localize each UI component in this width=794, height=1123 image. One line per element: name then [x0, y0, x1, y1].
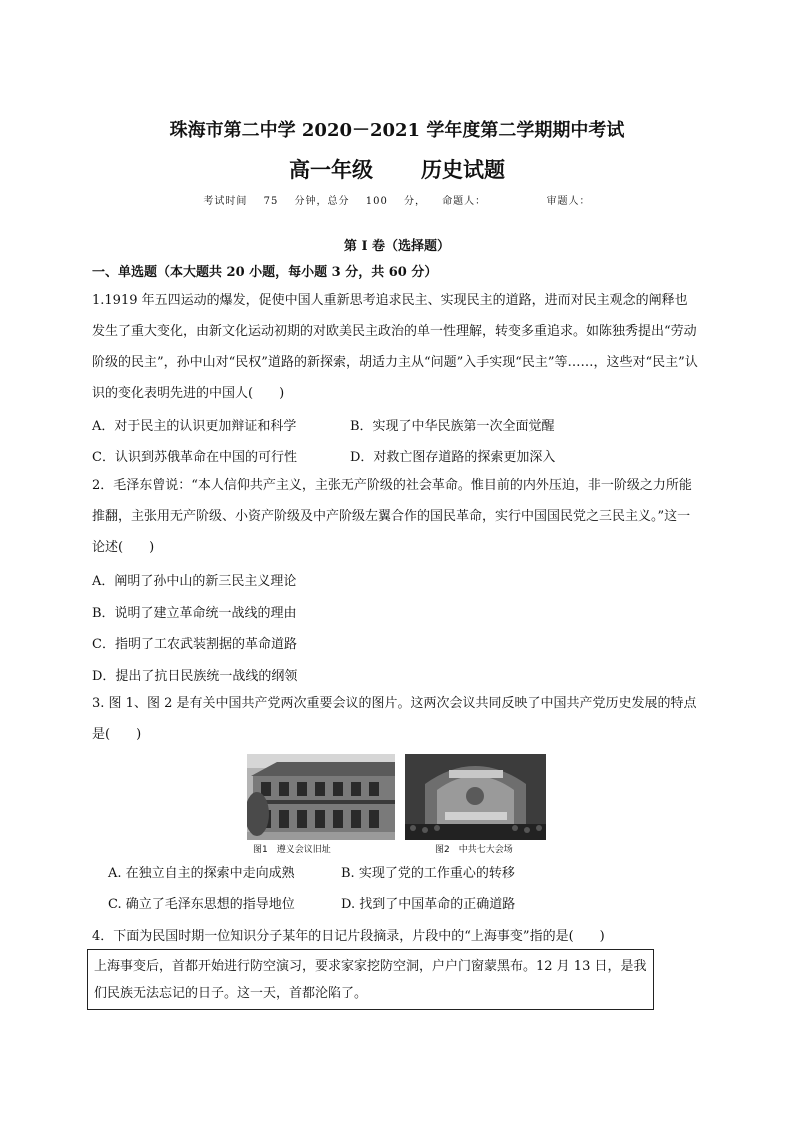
figure1-caption: 图1 遵义会议旧址 [253, 845, 331, 855]
q4-stem: 4．下面为民国时期一位知识分子某年的日记片段摘录，片段中的“上海事变”指的是( ) [92, 929, 605, 944]
q4-diary-excerpt: 上海事变后，首都开始进行防空演习，要求家家挖防空洞，户户门窗蒙黑布。12 月 13 日，是我们民族无法忘记的日子。这一天，首都沦陷了。 [87, 949, 654, 1010]
q1-option-a: A．对于民主的认识更加辩证和科学 [92, 419, 297, 434]
score-value: 100 [365, 196, 388, 207]
q3-options-row1 [108, 862, 515, 881]
q2-stem: 2．毛泽东曾说：“本人信仰共产主义，主张无产阶级的社会革命。惟目前的内外压迫，非一阶级之力所能推翻，主张用无产阶级、小资产阶级及中产阶级左翼合作的国民革命，实行中国国民党之三民主义。”这一论述( ) [92, 478, 692, 555]
exam-title: 珠海市第二中学 2020－2021 学年度第二学期期中考试 [169, 120, 625, 141]
q2-option-a: A．阐明了孙中山的新三民主义理论 [92, 574, 297, 589]
time-unit: 分钟，总分 [294, 196, 350, 207]
q3-option-d: D. 找到了中国革命的正确道路 [341, 897, 516, 912]
score-unit: 分， [404, 196, 426, 207]
exam-meta [0, 192, 794, 207]
q3-stem: 3. 图 1、图 2 是有关中国共产党两次重要会议的图片。这两次会议共同反映了中国共产党历史发展的特点是( ) [92, 696, 697, 742]
q1-option-c: C．认识到苏俄革命在中国的可行性 [92, 450, 297, 465]
time-value: 75 [263, 196, 279, 207]
q3-option-a: A. 在独立自主的探索中走向成熟 [108, 866, 295, 881]
subject-label: 历史试题 [421, 157, 505, 182]
reviewer-label: 审题人： [546, 196, 591, 207]
setter-label: 命题人： [442, 196, 487, 207]
q1-options-row1 [92, 415, 555, 434]
section-title: 第 I 卷（选择题） [343, 239, 451, 254]
figure2-caption: 图2 中共七大会场 [435, 845, 513, 855]
zunyi-meeting-site-photo [247, 754, 395, 840]
q1-option-d: D．对救亡图存道路的探索更加深入 [350, 450, 556, 465]
q1-options-row2 [92, 446, 555, 465]
q2-option-b: B．说明了建立革命统一战线的理由 [92, 606, 297, 621]
q3-options-row2 [108, 893, 515, 912]
part-heading: 一、单选题（本大题共 20 小题，每小题 3 分，共 60 分） [92, 265, 438, 280]
exam-subtitle [0, 154, 794, 184]
q1-stem: 1.1919 年五四运动的爆发，促使中国人重新思考追求民主、实现民主的道路，进而对民主观念的阐释也发生了重大变化，由新文化运动初期的对欧美民主政治的单一性理解，转变多重追求。如陈独秀提出“劳动阶级的民主”，孙中山对“民权”道路的新探索，胡适力主从“问题”入手实现“民主”等……，这些对“民主”认识的变化表明先进的中国人( ) [92, 293, 698, 401]
q1-option-b: B．实现了中华民族第一次全面觉醒 [350, 419, 555, 434]
q2-option-c: C．指明了工农武装割据的革命道路 [92, 637, 297, 652]
q2-option-d: D．提出了抗日民族统一战线的纲领 [92, 669, 298, 684]
seventh-congress-hall-photo [405, 754, 546, 840]
time-label: 考试时间 [203, 196, 248, 207]
q3-option-b: B. 实现了党的工作重心的转移 [341, 866, 515, 881]
q3-option-c: C. 确立了毛泽东思想的指导地位 [108, 897, 295, 912]
grade-label: 高一年级 [289, 157, 373, 182]
